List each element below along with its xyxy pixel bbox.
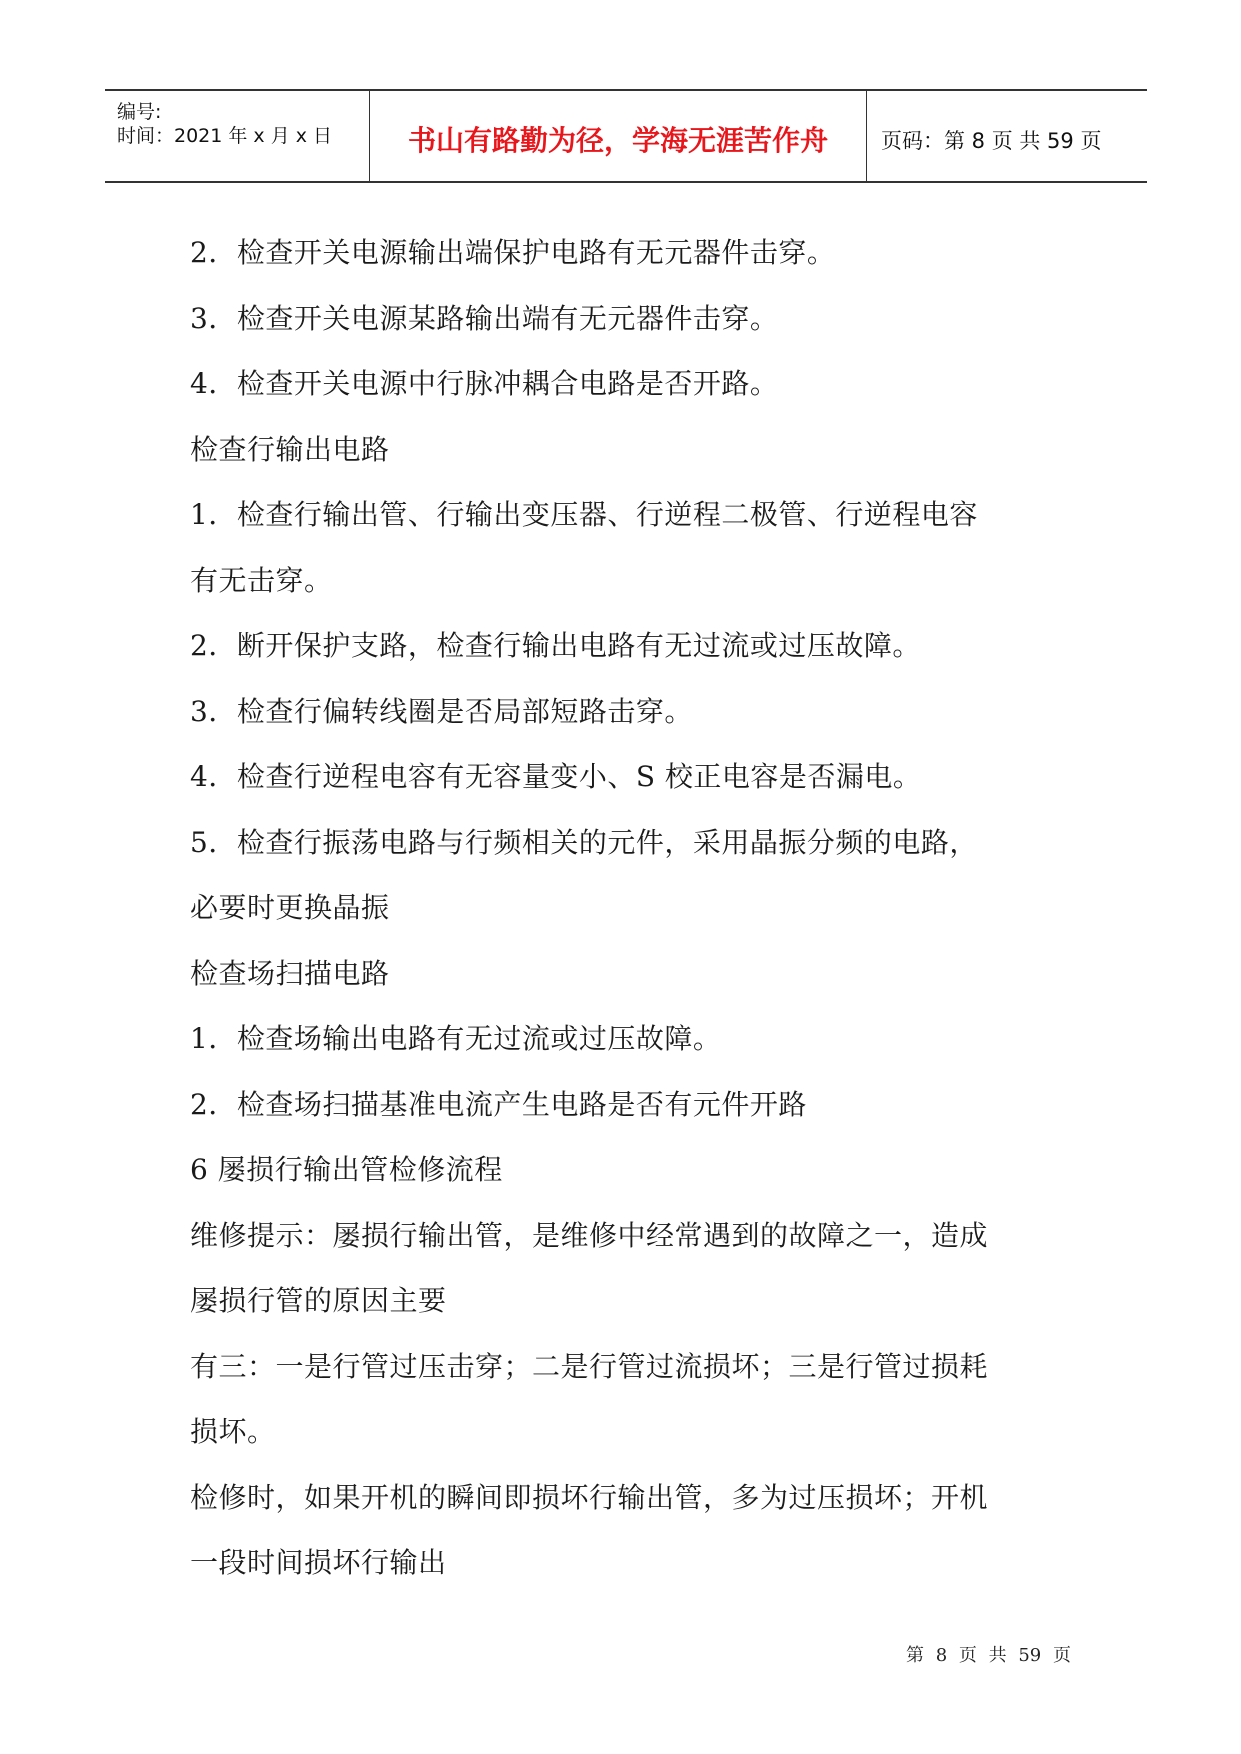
motto-text: 书山有路勤为径，学海无涯苦作舟	[407, 124, 828, 157]
body-line: 损坏。	[190, 1415, 276, 1448]
header-page-cell	[867, 91, 1147, 181]
body-line: 有无击穿。	[190, 563, 333, 597]
section-heading: 检查行输出电路	[190, 432, 390, 466]
body-line: 有三：一是行管过压击穿；二是行管过流损坏；三是行管过损耗	[190, 1349, 989, 1383]
body-line: 3．检查开关电源某路输出端有无元器件击穿。	[190, 301, 779, 335]
body-line: 4．检查开关电源中行脉冲耦合电路是否开路。	[190, 367, 779, 400]
page-header	[105, 89, 1147, 183]
section-heading: 检查场扫描电路	[190, 956, 390, 990]
body-line: 1．检查场输出电路有无过流或过压故障。	[190, 1022, 722, 1055]
page-code: 页码：第 8 页 共 59 页	[881, 129, 1102, 153]
body-line: 维修提示：屡损行输出管，是维修中经常遇到的故障之一，造成	[190, 1218, 989, 1252]
section-heading: 6 屡损行输出管检修流程	[190, 1153, 503, 1186]
serial-number-label: 编号:	[117, 101, 162, 123]
body-line: 检修时，如果开机的瞬间即损坏行输出管，多为过压损坏；开机	[190, 1480, 989, 1514]
time-label: 时间：2021 年 x 月 x 日	[117, 125, 333, 147]
page-footer: 第 8 页 共 59 页	[906, 1645, 1071, 1666]
header-motto-cell	[370, 91, 867, 181]
body-line: 屡损行管的原因主要	[190, 1284, 447, 1317]
body-line: 必要时更换晶振	[190, 891, 390, 924]
body-line: 1．检查行输出管、行输出变压器、行逆程二极管、行逆程电容	[190, 498, 978, 531]
body-line: 一段时间损坏行输出	[190, 1546, 447, 1579]
body-line: 2．检查开关电源输出端保护电路有无元器件击穿。	[190, 236, 836, 269]
body-line: 3．检查行偏转线圈是否局部短路击穿。	[190, 694, 693, 728]
body-line: 2．检查场扫描基准电流产生电路是否有元件开路	[190, 1087, 807, 1121]
document-body	[190, 220, 1070, 1596]
body-line: 2．断开保护支路，检查行输出电路有无过流或过压故障。	[190, 629, 921, 662]
header-info-cell	[105, 91, 370, 181]
body-line: 4．检查行逆程电容有无容量变小、S 校正电容是否漏电。	[190, 760, 922, 793]
body-line: 5．检查行振荡电路与行频相关的元件，采用晶振分频的电路，	[190, 825, 978, 859]
